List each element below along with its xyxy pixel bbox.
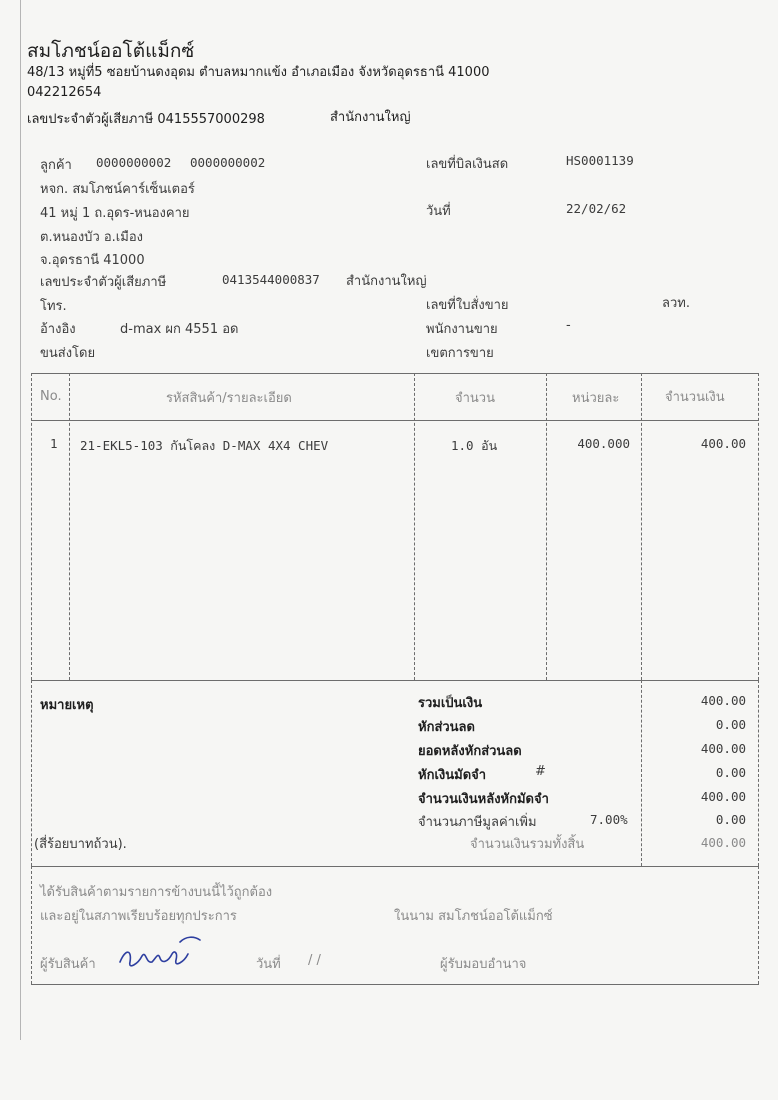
amount-in-words: (สี่ร้อยบาทถ้วน). [34, 837, 127, 852]
after-discount-label: ยอดหลังหักส่วนลด [418, 744, 522, 759]
remark-label: หมายเหตุ [40, 698, 94, 713]
header-unit-price: หน่วยละ [572, 391, 620, 406]
discount-value: 0.00 [715, 717, 746, 732]
table-col-line [758, 373, 759, 680]
table-bottom-border [31, 680, 759, 681]
after-deposit-label: จำนวนเงินหลังหักมัดจำ [418, 792, 549, 807]
table-col-line [69, 373, 70, 680]
footer-date-blank: / / [308, 953, 321, 968]
header-no: No. [40, 389, 62, 404]
grand-total-label: จำนวนเงินรวมทั้งสิ้น [470, 837, 585, 852]
row-unit-price: 400.000 [577, 436, 630, 451]
deposit-label: หักเงินมัดจำ [418, 768, 487, 783]
header-qty: จำนวน [455, 391, 495, 406]
vat-label: จำนวนภาษีมูลค่าเพิ่ม [418, 815, 537, 830]
bill-no: HS0001139 [566, 153, 634, 168]
customer-ship-label: ขนส่งโดย [40, 346, 96, 361]
table-col-line [414, 373, 415, 680]
row-amount: 400.00 [700, 436, 746, 451]
table-header-border [31, 420, 759, 421]
header-amount: จำนวนเงิน [665, 390, 725, 405]
summary-right-border [758, 680, 759, 866]
vat-value: 0.00 [715, 812, 746, 827]
company-tax-row [27, 108, 265, 129]
discount-label: หักส่วนลด [418, 720, 475, 735]
page-edge-line [20, 0, 21, 1040]
company-tax-label: เลขประจำตัวผู้เสียภาษี [27, 112, 154, 127]
header-desc: รหัสสินค้า/รายละเอียด [166, 391, 292, 406]
date-label: วันที่ [426, 204, 451, 219]
company-name: สมโภชน์ออโต้แม็กซ์ [27, 40, 195, 62]
deposit-value: 0.00 [715, 765, 746, 780]
authorized-label: ผู้รับมอบอำนาจ [440, 957, 527, 972]
row-no: 1 [50, 436, 58, 451]
footer-right-border [758, 866, 759, 984]
on-behalf: ในนาม สมโภชน์ออโต้แม็กซ์ [394, 909, 553, 924]
row-qty: 1.0 อัน [451, 438, 498, 453]
receiver-label: ผู้รับสินค้า [40, 957, 96, 972]
customer-ref-value: d-max ผก 4551 อด [120, 322, 239, 337]
customer-tax-id: 0413544000837 [222, 272, 320, 287]
vat-rate: 7.00% [590, 812, 628, 827]
salesperson-label: พนักงานขาย [426, 322, 498, 337]
footer-left-border [31, 866, 32, 984]
table-col-line [641, 373, 642, 680]
summary-left-border [31, 680, 32, 866]
footer-date-label: วันที่ [256, 957, 281, 972]
company-tax-id: 0415557000298 [157, 112, 265, 127]
table-col-line [31, 373, 32, 680]
salesperson: - [566, 318, 571, 333]
row-desc: 21-EKL5-103 กันโคลง D-MAX 4X4 CHEV [80, 438, 329, 453]
subtotal-value: 400.00 [700, 693, 746, 708]
after-discount-value: 400.00 [700, 741, 746, 756]
table-col-line [546, 373, 547, 680]
table-top-border [31, 373, 759, 374]
company-phone: 042212654 [27, 85, 102, 100]
customer-code1: 0000000002 [96, 155, 172, 170]
customer-address2: ต.หนองบัว อ.เมือง [40, 230, 143, 245]
company-address: 48/13 หมู่ที่5 ซอยบ้านดงอุดม ตำบลหมากแข้ง อำเภอเมือง จังหวัดอุดรธานี 41000 [27, 65, 490, 80]
bill-no-label: เลขที่บิลเงินสด [426, 157, 509, 172]
customer-code2: 0000000002 [190, 155, 266, 170]
company-branch: สำนักงานใหญ่ [330, 110, 411, 125]
customer-address1: 41 หมู่ 1 ถ.อุดร-หนองคาย [40, 206, 190, 221]
customer-phone-label: โทร. [40, 299, 67, 314]
summary-bottom-border [31, 866, 759, 867]
invoice-date: 22/02/62 [566, 201, 627, 216]
received-line2: และอยู่ในสภาพเรียบร้อยทุกประการ [40, 909, 237, 924]
customer-address3: จ.อุดรธานี 41000 [40, 253, 145, 268]
customer-name: หจก. สมโภชน์คาร์เซ็นเตอร์ [40, 182, 195, 197]
subtotal-label: รวมเป็นเงิน [418, 696, 483, 711]
deposit-extra: # [535, 764, 546, 779]
customer-tax-label: เลขประจำตัวผู้เสียภาษี [40, 275, 167, 290]
grand-total-value: 400.00 [700, 835, 746, 850]
after-deposit-value: 400.00 [700, 789, 746, 804]
summary-divider [641, 680, 642, 866]
order-label: เลขที่ใบสั่งขาย [426, 298, 509, 313]
zone-label: เขตการขาย [426, 346, 494, 361]
customer-label: ลูกค้า [40, 158, 72, 173]
receiver-signature [116, 928, 206, 976]
customer-ref-label: อ้างอิง [40, 322, 76, 337]
received-line1: ได้รับสินค้าตามรายการข้างบนนี้ไว้ถูกต้อง [40, 885, 273, 900]
footer-bottom-border [31, 984, 759, 985]
customer-branch: สำนักงานใหญ่ [346, 274, 427, 289]
order-suffix: ลวท. [662, 296, 690, 311]
